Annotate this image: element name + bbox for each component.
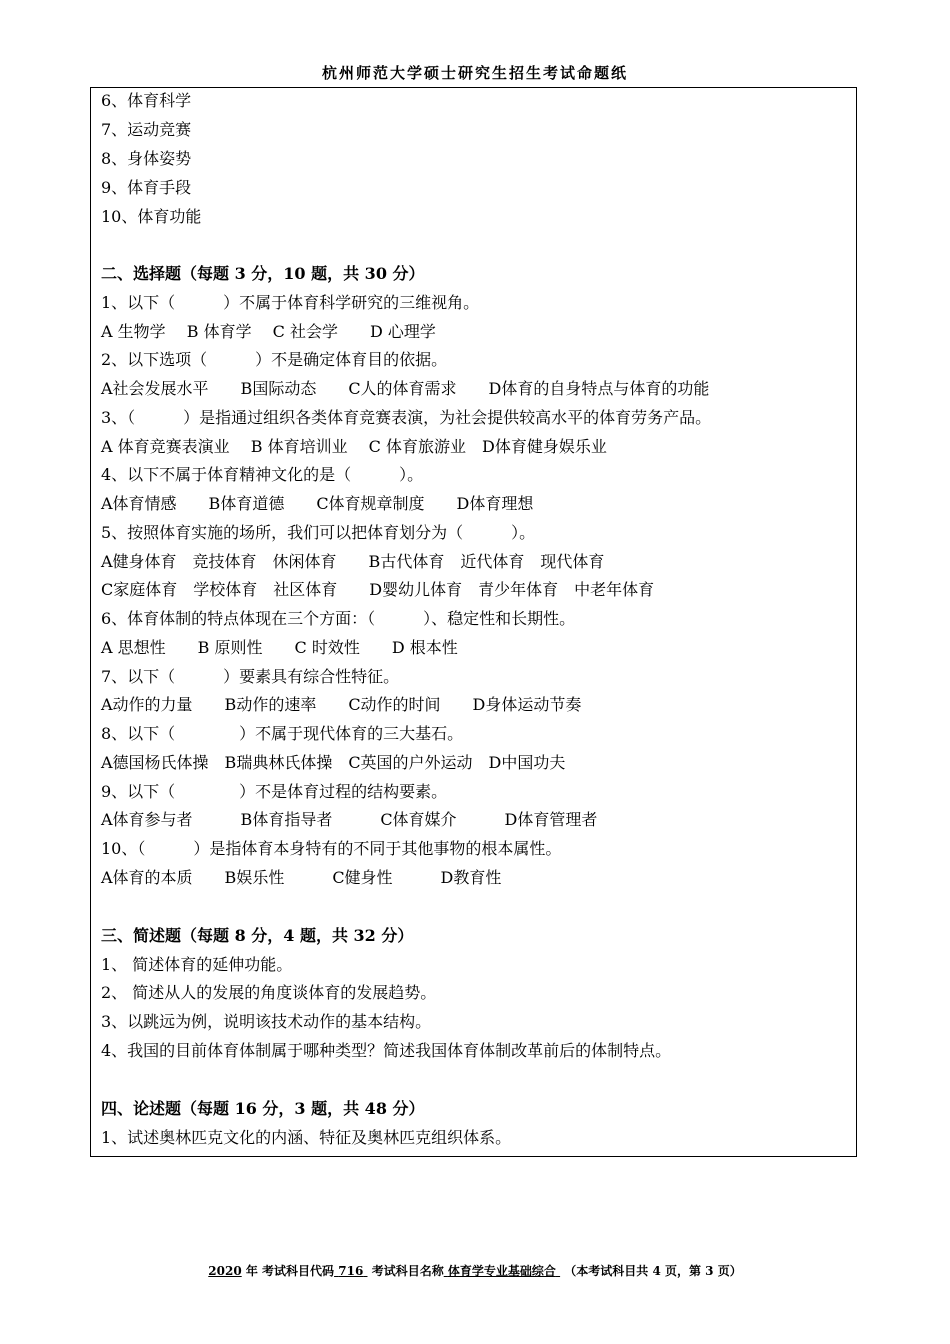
question-line: 4、以下不属于体育精神文化的是（ ）。: [101, 465, 424, 484]
footer-subject-code: 716: [338, 1264, 364, 1278]
term-item: 10、体育功能: [101, 207, 202, 226]
option-line: A德国杨氏体操 B瑞典林氏体操 C英国的户外运动 D中国功夫: [101, 753, 566, 772]
question-line: 7、以下（ ）要素具有综合性特征。: [101, 667, 400, 686]
page-footer: [0, 1262, 950, 1279]
term-item: 7、运动竞赛: [101, 120, 192, 139]
question-line: 2、以下选项（ ）不是确定体育目的依据。: [101, 350, 448, 369]
question-line: 4、我国的目前体育体制属于哪种类型？简述我国体育体制改革前后的体制特点。: [101, 1041, 672, 1060]
question-line: 2、 简述从人的发展的角度谈体育的发展趋势。: [101, 983, 437, 1002]
question-line: 5、按照体育实施的场所，我们可以把体育划分为（ ）。: [101, 523, 536, 542]
option-line: A体育的本质 B娱乐性 C健身性 D教育性: [101, 868, 502, 887]
footer-code-label: 年 考试科目代码: [245, 1264, 335, 1278]
footer-page-info: （本考试科目共 4 页，第 3 页）: [564, 1264, 742, 1278]
option-line: A 生物学 B 体育学 C 社会学 D 心理学: [101, 322, 436, 341]
exam-content-frame: [90, 87, 857, 1157]
question-line: 1、试述奥林匹克文化的内涵、特征及奥林匹克组织体系。: [101, 1128, 512, 1147]
section-heading-essay: 四、论述题（每题 16 分，3 题，共 48 分）: [101, 1099, 425, 1118]
question-line: 1、 简述体育的延伸功能。: [101, 955, 293, 974]
option-line: A健身体育 竞技体育 休闲体育 B古代体育 近代体育 现代体育: [101, 552, 605, 571]
option-line: A社会发展水平 B国际动态 C人的体育需求 D体育的自身特点与体育的功能: [101, 379, 710, 398]
question-line: 3、（ ）是指通过组织各类体育竞赛表演，为社会提供较高水平的体育劳务产品。: [101, 408, 712, 427]
term-item: 9、体育手段: [101, 178, 192, 197]
question-line: 1、以下（ ）不属于体育科学研究的三维视角。: [101, 293, 480, 312]
section-heading-short-answer: 三、简述题（每题 8 分，4 题，共 32 分）: [101, 926, 414, 945]
section-heading-choice: 二、选择题（每题 3 分，10 题，共 30 分）: [101, 264, 425, 283]
question-line: 6、体育体制的特点体现在三个方面：（ ）、稳定性和长期性。: [101, 609, 576, 628]
option-line: A体育参与者 B体育指导者 C体育媒介 D体育管理者: [101, 810, 598, 829]
question-line: 3、以跳远为例，说明该技术动作的基本结构。: [101, 1012, 432, 1031]
option-line: C家庭体育 学校体育 社区体育 D婴幼儿体育 青少年体育 中老年体育: [101, 580, 655, 599]
option-line: A 体育竞赛表演业 B 体育培训业 C 体育旅游业 D体育健身娱乐业: [101, 437, 607, 456]
term-item: 6、体育科学: [101, 91, 192, 110]
option-line: A动作的力量 B动作的速率 C动作的时间 D身体运动节奏: [101, 695, 582, 714]
question-line: 10、（ ）是指体育本身特有的不同于其他事物的根本属性。: [101, 839, 562, 858]
footer-name-label: 考试科目名称: [371, 1264, 444, 1278]
option-line: A体育情感 B体育道德 C体育规章制度 D体育理想: [101, 494, 534, 513]
term-item: 8、身体姿势: [101, 149, 192, 168]
question-line: 9、以下（ ）不是体育过程的结构要素。: [101, 782, 448, 801]
option-line: A 思想性 B 原则性 C 时效性 D 根本性: [101, 638, 458, 657]
question-line: 8、以下（ ）不属于现代体育的三大基石。: [101, 724, 464, 743]
footer-year: 2020: [208, 1264, 242, 1278]
footer-subject-name: 体育学专业基础综合: [447, 1264, 556, 1278]
page-title: 杭州师范大学硕士研究生招生考试命题纸: [321, 64, 628, 82]
